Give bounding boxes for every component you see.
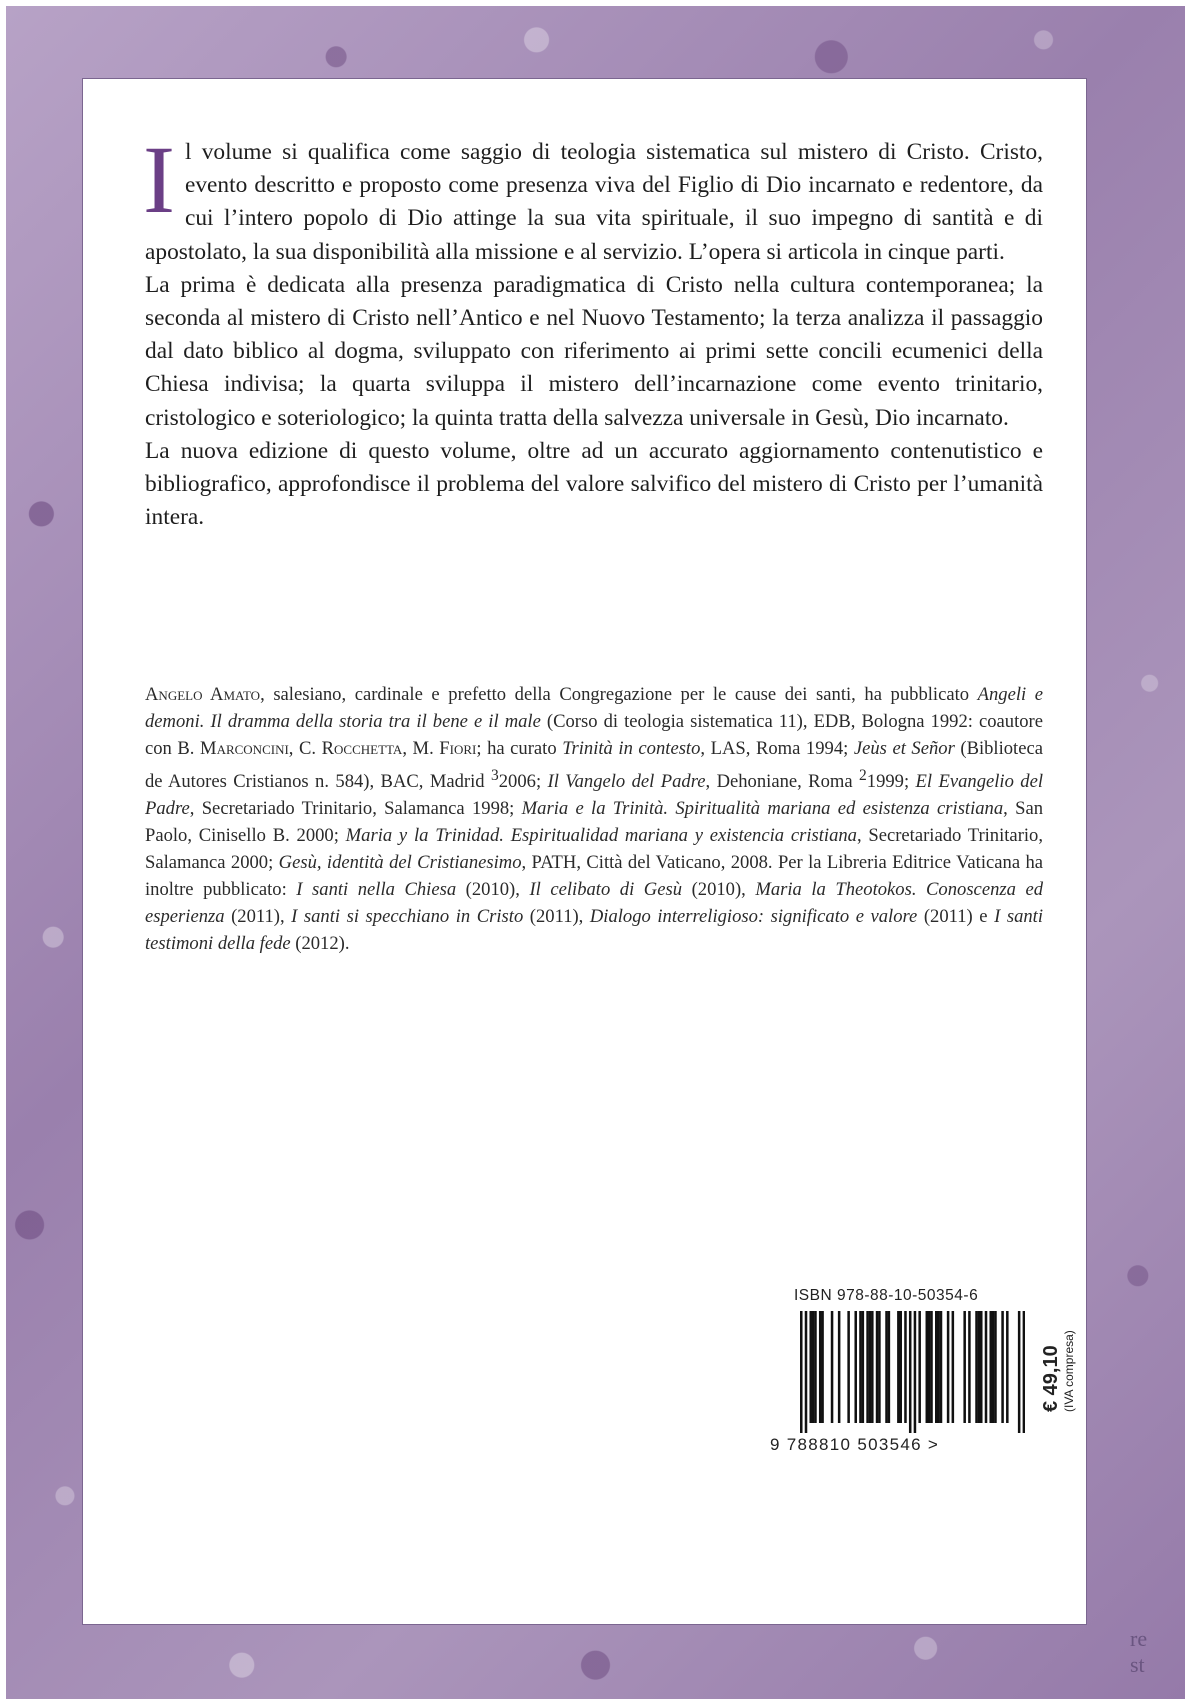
barcode-bar xyxy=(926,1311,929,1423)
drop-cap: I xyxy=(143,126,175,233)
book-title: Jeùs et Señor xyxy=(853,738,955,759)
price-value: € 49,10 xyxy=(1040,1345,1062,1412)
barcode-bar xyxy=(904,1311,907,1423)
book-title: Il Vangelo del Padre xyxy=(547,771,706,793)
book-title: Maria la Theotokos. Conoscenza ed esperienza xyxy=(145,879,1043,928)
barcode-bar xyxy=(878,1311,881,1423)
barcode-bar xyxy=(963,1311,966,1423)
barcode-bar xyxy=(888,1311,891,1423)
description-paragraph-3: La nuova edizione di questo volume, oltre ad un accurato aggiornamento contenutistico e bibliografico, approfondisce il problema del valore salvifico del mistero di Cristo per l’umanità intera. xyxy=(145,437,1043,531)
book-title: I santi si specchiano in Cristo xyxy=(291,906,524,928)
barcode-bar xyxy=(819,1311,822,1423)
book-title: El Evangelio del Padre xyxy=(145,771,1043,820)
description-paragraph-2: La prima è dedicata alla presenza paradigmatica di Cristo nella cultura contemporanea; la seconda al mistero di Cristo nell’Antico e nel Nuovo Testamento; la terza analizza il passaggio dal dato biblico al dogma, sviluppato con riferimento ai primi sette concili ecumenici della Chiesa indivisa; la quarta sviluppa il mistero dell’incarnazione come evento trinitario, cristologico e soteriologico; la quinta tratta della salvezza universale in Gesù, Dio incarnato. xyxy=(145,271,1043,431)
barcode-bar xyxy=(1018,1311,1021,1433)
barcode-bar xyxy=(989,1311,992,1423)
barcode-bar xyxy=(952,1311,955,1423)
barcode-bar xyxy=(885,1311,888,1423)
barcode-bar xyxy=(859,1311,862,1423)
book-title: Gesù, identità del Cristianesimo xyxy=(278,852,522,874)
barcode-bar xyxy=(994,1311,997,1423)
barcode-bar xyxy=(918,1311,921,1423)
barcode-bar xyxy=(947,1311,950,1423)
barcode-bar xyxy=(1023,1311,1025,1433)
book-title: Il celibato di Gesù xyxy=(529,879,683,901)
barcode-bar xyxy=(869,1311,872,1423)
book-title: Trinità in contesto xyxy=(562,738,701,759)
isbn-label: ISBN 978-88-10-50354-6 xyxy=(794,1287,979,1304)
barcode-bar xyxy=(975,1311,978,1423)
description xyxy=(143,126,1043,534)
book-title: Maria y la Trinidad. Espiritualidad mariana y existencia cristiana xyxy=(345,825,857,847)
barcode-bar xyxy=(862,1311,865,1423)
barcode-bar xyxy=(800,1311,803,1433)
barcode-bar xyxy=(1001,1311,1004,1423)
book-title: I santi nella Chiesa xyxy=(296,879,457,901)
barcode-bar xyxy=(812,1311,815,1423)
spine-text-fragment: re st xyxy=(1130,1626,1148,1677)
description-paragraph-1: Il volume si qualifica come saggio di teologia sistematica sul mistero di Cristo. Cristo, evento descritto e proposto come presenza viva del Figlio di Dio incarnato e redentore, da cui l’intero popolo di Dio attinge la sua vita spirituale, il suo impegno di santità e di apostolato, la sua disponibilità alla missione e al servizio. L’opera si articola in cinque parti. xyxy=(143,126,1043,265)
barcode-bar xyxy=(805,1311,808,1433)
barcode-bar xyxy=(831,1311,834,1423)
barcode-bar xyxy=(871,1311,874,1423)
author-bio: Angelo Amato, salesiano, cardinale e prefetto della Congregazione per le cause dei santi, ha pubblicato Angeli e demoni. Il dramma della storia tra il bene e il male (Corso di teologia sistematica 11), EDB, Bologna 1992: coautore con B. Marconcini, C. Rocchetta, M. Fiori; ha curato Trinità in contesto, LAS, Roma 1994; Jeùs et Señor (Biblioteca de Autores Cristianos n. 584), BAC, Madrid $^3$2006; Il Vangelo del Padre, Dehoniane, Roma $^2$1999; El Evangelio del Padre, Secretariado Trinitario, Salamanca 1998; Maria e la Trinità. Spiritualità mariana ed esistenza cristiana, San Paolo, Cinisello B. 2000; Maria y la Trinidad. Espiritualidad mariana y existencia cristiana, Secretariado Trinitario, Salamanca 2000; Gesù, identità del Cristianesimo, PATH, Città del Vaticano, 2008. Per la Libreria Editrice Vaticana ha inoltre pubblicato: I santi nella Chiesa (2010), Il celibato di Gesù (2010), Maria la Theotokos. Conoscenza ed esperienza (2011), I santi si specchiano in Cristo (2011), Dialogo interreligioso: significato e valore (2011) e I santi testimoni della fede (2012). xyxy=(145,684,1044,955)
barcode-bar xyxy=(928,1311,931,1423)
barcode-bar xyxy=(854,1311,857,1423)
barcode-bar xyxy=(876,1311,879,1423)
barcode-bar xyxy=(940,1311,943,1423)
barcode-bar xyxy=(809,1311,812,1423)
barcode-bar xyxy=(899,1311,902,1423)
barcode-bar xyxy=(968,1311,971,1423)
barcode-bar xyxy=(821,1311,824,1423)
barcode-digits: 9 788810 503546 > xyxy=(770,1435,940,1454)
barcode-bar xyxy=(935,1311,938,1423)
barcode-bar xyxy=(978,1311,981,1423)
barcode-bar xyxy=(838,1311,841,1423)
barcode-bar xyxy=(897,1311,900,1423)
book-title: I santi testimoni della fede xyxy=(145,906,1043,955)
barcode-bar xyxy=(1006,1311,1009,1423)
book-title: Angeli e demoni. Il dramma della storia tra il bene e il male xyxy=(145,684,1044,732)
barcode-bar xyxy=(930,1311,933,1423)
barcode-bar xyxy=(980,1311,983,1423)
price xyxy=(1040,1330,1076,1412)
book-title: Maria e la Trinità. Spiritualità mariana ed esistenza cristiana xyxy=(521,798,1004,820)
barcode-bar xyxy=(985,1311,988,1423)
barcode-bar xyxy=(909,1311,912,1433)
barcode-bar xyxy=(866,1311,869,1423)
price-note: (IVA compresa) xyxy=(1062,1330,1076,1412)
barcode-bar xyxy=(937,1311,940,1423)
author-name: Angelo Amato xyxy=(145,684,261,705)
barcode-bar xyxy=(992,1311,995,1423)
book-title: Dialogo interreligioso: significato e valore xyxy=(589,906,918,928)
barcode-bar xyxy=(847,1311,850,1423)
barcode xyxy=(800,1311,1025,1433)
barcode-bar xyxy=(914,1311,917,1433)
barcode-bar xyxy=(814,1311,817,1423)
